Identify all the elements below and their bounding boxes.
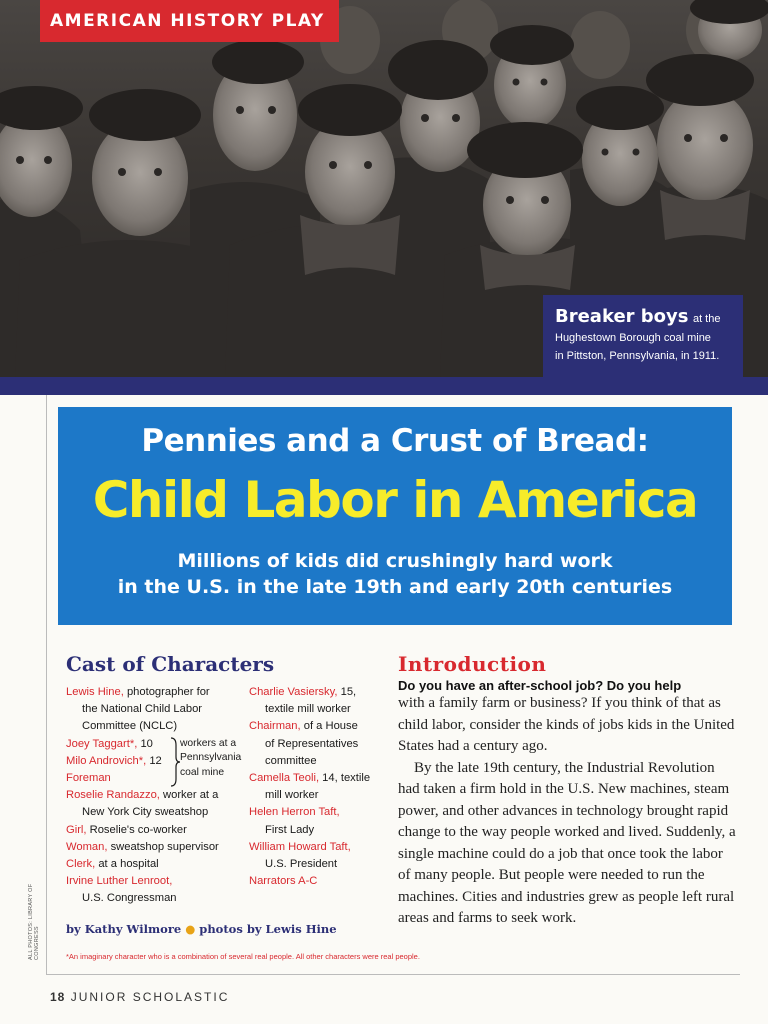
cast-row: U.S. President	[265, 858, 338, 871]
footnote: *An imaginary character who is a combination of several real people. All other characters were real people.	[66, 952, 420, 961]
title-box	[58, 407, 732, 625]
bullet-dot-icon: ●	[185, 922, 196, 936]
title-subtitle	[58, 549, 732, 600]
caption-bold: Breaker boys	[555, 306, 689, 327]
magazine-name: JUNIOR SCHOLASTIC	[70, 990, 230, 1004]
intro-heading: Introduction	[398, 652, 547, 676]
intro-paragraph-1: with a family farm or business? If you think of that as child labor, consider the kinds of jobs kids in the United States had a century ago.	[398, 695, 735, 754]
introduction	[398, 652, 738, 930]
left-rule	[46, 395, 47, 975]
cast-list-left	[66, 684, 244, 908]
cast-row: Clerk, at a hospital	[66, 858, 159, 871]
navy-band-divider	[0, 377, 768, 395]
byline-author: by Kathy Wilmore	[66, 922, 182, 936]
cast-row: Charlie Vasiersky, 15,	[249, 686, 357, 698]
cast-row: Roselie Randazzo, worker at a	[66, 789, 219, 802]
cast-row: Lewis Hine, photographer for	[66, 686, 210, 698]
cast-row: Milo Androvich*, 12	[66, 754, 162, 767]
breaker-boys-photo	[0, 0, 768, 377]
cast-row: William Howard Taft,	[249, 840, 351, 853]
photo-credit: ALL PHOTOS: LIBRARY OF CONGRESS	[28, 883, 40, 960]
page-number: 18	[50, 990, 66, 1004]
cast-row: textile mill worker	[265, 703, 351, 716]
photo-caption	[543, 295, 743, 377]
bottom-rule	[46, 974, 740, 975]
intro-paragraph-2: By the late 19th century, the Industrial Revolution had taken a firm hold in the U.S. New machines, steam power, and other advances in technology brought rapid change to the way people worked and lived. Suddenly, a single machine could do a job that once took the labor of many people. But people were needed to run the machines. Cities and industries grew as people left rural areas and farms to seek work.	[398, 759, 736, 926]
page-footer	[50, 990, 229, 1004]
cast-row: Girl, Roselie's co-worker	[66, 823, 187, 836]
cast-row: Committee (NCLC)	[82, 720, 178, 733]
cast-row: U.S. Congressman	[82, 892, 177, 905]
title-line-2: Child Labor in America	[92, 471, 698, 529]
cast-row: New York City sweatshop	[82, 806, 209, 819]
intro-lead: Do you have an after-school job? Do you help	[398, 678, 682, 693]
cast-row: Irvine Luther Lenroot,	[66, 875, 173, 888]
caption-text-3: in Pittston, Pennsylvania, in 1911.	[555, 350, 720, 363]
cast-of-characters	[66, 652, 386, 904]
cast-row: Woman, sweatshop supervisor	[66, 840, 219, 853]
bracket-note: workers at a Pennsylvania coal mine	[180, 737, 242, 778]
cast-row: Camella Teoli, 14, textile	[249, 772, 371, 785]
cast-row: Joey Taggart*, 10	[66, 737, 153, 750]
cast-row: mill worker	[265, 789, 319, 802]
cast-row: the National Child Labor	[82, 703, 203, 716]
title-line-1: Pennies and a Crust of Bread:	[141, 423, 649, 459]
cast-row: Chairman, of a House	[249, 720, 358, 733]
byline	[66, 922, 337, 936]
caption-text-1: at the	[692, 313, 721, 325]
section-tag: AMERICAN HISTORY PLAY	[40, 0, 339, 42]
subtitle-line-1: Millions of kids did crushingly hard work	[177, 550, 613, 572]
cast-row: Foreman	[66, 772, 111, 785]
cast-row: of Representatives	[265, 737, 359, 750]
byline-photos: photos by Lewis Hine	[199, 922, 337, 936]
cast-row: Helen Herron Taft,	[249, 806, 340, 819]
cast-row: First Lady	[265, 823, 315, 836]
cast-list-right	[249, 684, 389, 890]
cast-row: committee	[265, 754, 317, 767]
subtitle-line-2: in the U.S. in the late 19th and early 20th centuries	[117, 575, 673, 598]
brace-icon	[170, 737, 180, 787]
caption-text-2: Hughestown Borough coal mine	[555, 331, 711, 344]
cast-heading: Cast of Characters	[66, 652, 275, 676]
cast-row: Narrators A-C	[249, 875, 318, 888]
